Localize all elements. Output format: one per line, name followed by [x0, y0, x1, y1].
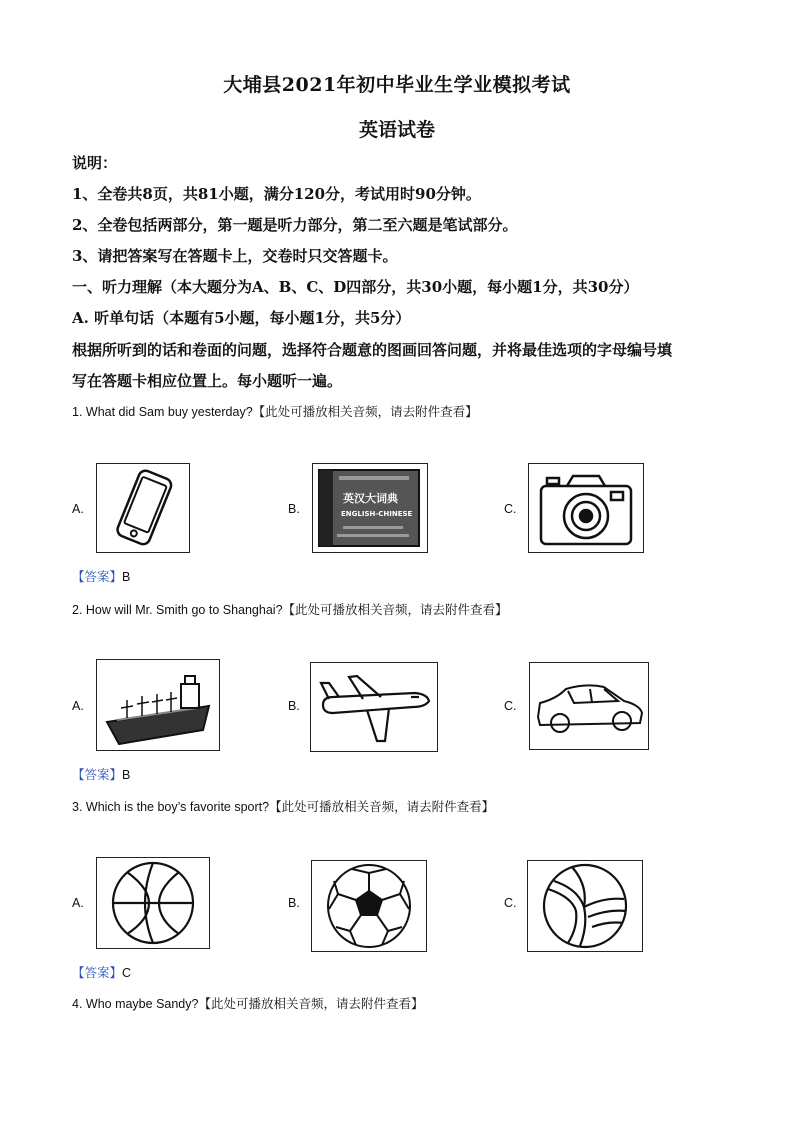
option-3a-picture[interactable] [96, 857, 210, 949]
option-label: B. [288, 896, 300, 910]
option-label: A. [72, 699, 84, 713]
audio-note[interactable]: 【此处可播放相关音频，请去附件查看】 [269, 799, 495, 814]
svg-text:ENGLISH-CHINESE: ENGLISH-CHINESE [341, 510, 413, 518]
answer-tag: 【答案】 [72, 767, 123, 782]
answer-tag: 【答案】 [72, 965, 123, 980]
question-text: 4. Who maybe Sandy? [72, 997, 199, 1011]
option-label: C. [504, 502, 517, 516]
camera-icon [529, 464, 643, 552]
option-2a-picture[interactable] [96, 659, 220, 751]
answer-value: C [122, 966, 132, 980]
answer-value: B [122, 768, 131, 782]
answer-value: B [122, 570, 131, 584]
question-text: 2. How will Mr. Smith go to Shanghai? [72, 603, 283, 617]
section-heading: 一、听力理解（本大题分为A、B、C、D四部分，共30小题，每小题1分，共30分） [72, 278, 639, 296]
ship-icon [97, 660, 219, 750]
audio-note[interactable]: 【此处可播放相关音频，请去附件查看】 [282, 602, 508, 617]
dictionary-icon [313, 464, 427, 552]
directions-line-2: 写在答题卡相应位置上。每小题听一遍。 [72, 372, 343, 390]
exam-title: 大埔县2021年初中毕业生学业模拟考试 [223, 74, 571, 96]
instruction-1: 1、全卷共8页，共81小题，满分120分，考试用时90分钟。 [72, 185, 481, 203]
volleyball-icon [528, 861, 642, 951]
option-label: A. [72, 502, 84, 516]
svg-text:英汉大词典: 英汉大词典 [343, 492, 398, 505]
audio-note[interactable]: 【此处可播放相关音频，请去附件查看】 [198, 996, 424, 1011]
option-3c-picture[interactable] [527, 860, 643, 952]
option-2b-picture[interactable] [310, 662, 438, 752]
question-1 [72, 402, 478, 420]
audio-note[interactable]: 【此处可播放相关音频，请去附件查看】 [252, 404, 478, 419]
answer-tag: 【答案】 [72, 569, 123, 584]
question-3 [72, 797, 494, 815]
soccer-ball-icon [312, 861, 426, 951]
option-3b-picture[interactable] [311, 860, 427, 952]
option-label: B. [288, 502, 300, 516]
plane-icon [311, 663, 437, 751]
phone-icon [97, 464, 189, 552]
car-icon [530, 663, 648, 749]
option-1c-picture[interactable] [528, 463, 644, 553]
answer-2 [72, 765, 130, 783]
option-label: A. [72, 896, 84, 910]
basketball-icon [97, 858, 209, 948]
question-2 [72, 600, 508, 618]
instructions-label: 说明： [72, 154, 118, 172]
option-label: B. [288, 699, 300, 713]
question-text: 3. Which is the boy’s favorite sport? [72, 800, 270, 814]
directions-line-1: 根据所听到的话和卷面的问题，选择符合题意的图画回答问题，并将最佳选项的字母编号填 [72, 341, 673, 359]
question-text: 1. What did Sam buy yesterday? [72, 405, 253, 419]
exam-subtitle: 英语试卷 [358, 119, 435, 141]
answer-1 [72, 567, 130, 585]
answer-3 [72, 963, 131, 981]
option-label: C. [504, 896, 517, 910]
option-2c-picture[interactable] [529, 662, 649, 750]
option-1b-picture[interactable] [312, 463, 428, 553]
option-1a-picture[interactable] [96, 463, 190, 553]
question-4 [72, 994, 423, 1012]
instruction-2: 2、全卷包括两部分，第一题是听力部分，第二至六题是笔试部分。 [72, 216, 518, 234]
option-label: C. [504, 699, 517, 713]
instruction-3: 3、请把答案写在答题卡上，交卷时只交答题卡。 [72, 247, 398, 265]
part-a-heading: A. 听单句话（本题有5小题，每小题1分，共5分） [72, 309, 411, 327]
